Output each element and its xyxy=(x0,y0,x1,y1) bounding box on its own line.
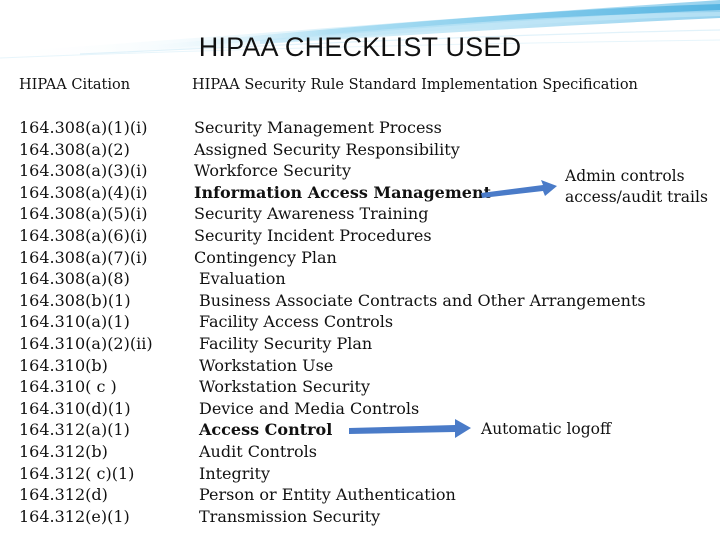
arrow-right-icon xyxy=(347,419,473,441)
citation-item: 164.308(a)(4)(i) xyxy=(19,182,148,202)
specification-item: Integrity xyxy=(199,463,270,483)
citation-item: 164.308(a)(5)(i) xyxy=(19,204,148,224)
admin-note-line1: Admin controls xyxy=(565,167,685,185)
specification-item: Security Management Process xyxy=(194,118,442,137)
specification-column-header: HIPAA Security Rule Standard Implementation Specification xyxy=(192,77,638,93)
citation-item: 164.312( c)(1) xyxy=(19,463,135,483)
page-title: HIPAA CHECKLIST USED xyxy=(198,32,522,62)
specification-item: Evaluation xyxy=(199,269,286,289)
specification-item: Workstation Security xyxy=(199,377,371,397)
citation-item: 164.310(a)(2)(ii) xyxy=(19,333,153,353)
citation-item: 164.312(b) xyxy=(19,441,108,461)
specification-item: Assigned Security Responsibility xyxy=(194,139,460,159)
citation-item: 164.310(b) xyxy=(19,355,108,375)
citation-item: 164.312(e)(1) xyxy=(19,506,130,526)
citation-item: 164.310(d)(1) xyxy=(19,398,131,418)
specification-item: Transmission Security xyxy=(199,506,381,526)
specification-item: Facility Access Controls xyxy=(199,312,394,332)
specification-item: Audit Controls xyxy=(199,441,317,461)
citation-item: 164.308(a)(6)(i) xyxy=(19,225,148,245)
specification-item: Security Awareness Training xyxy=(194,204,429,224)
specification-item: Workforce Security xyxy=(194,161,351,181)
specification-item: Business Associate Contracts and Other Arrangements xyxy=(199,290,646,310)
citation-item: 164.312(a)(1) xyxy=(19,420,130,440)
citation-item: 164.308(a)(1)(i) xyxy=(19,118,148,137)
citation-item: 164.310(a)(1) xyxy=(19,312,130,332)
citation-item: 164.308(a)(2) xyxy=(19,139,130,159)
specification-item: Security Incident Procedures xyxy=(194,225,432,245)
specification-item: Facility Security Plan xyxy=(199,333,373,353)
specification-item: Contingency Plan xyxy=(194,247,337,267)
citation-item: 164.308(a)(7)(i) xyxy=(19,247,148,267)
citation-list xyxy=(19,117,153,527)
citation-column-header: HIPAA Citation xyxy=(19,77,131,93)
specification-item: Person or Entity Authentication xyxy=(199,485,456,505)
admin-controls-note xyxy=(565,166,708,208)
arrow-right-icon xyxy=(479,180,559,202)
citation-item: 164.312(d) xyxy=(19,485,108,505)
citation-item: 164.308(a)(3)(i) xyxy=(19,161,148,181)
citation-item: 164.310( c ) xyxy=(19,377,117,397)
specification-item: Access Control xyxy=(199,420,333,440)
citation-item: 164.308(b)(1) xyxy=(19,290,131,310)
automatic-logoff-note: Automatic logoff xyxy=(481,420,612,438)
specification-item: Device and Media Controls xyxy=(199,398,420,418)
citation-item: 164.308(a)(8) xyxy=(19,269,130,289)
specification-item: Information Access Management xyxy=(194,182,491,202)
admin-note-line2: access/audit trails xyxy=(565,188,708,206)
specification-item: Workstation Use xyxy=(199,355,334,375)
